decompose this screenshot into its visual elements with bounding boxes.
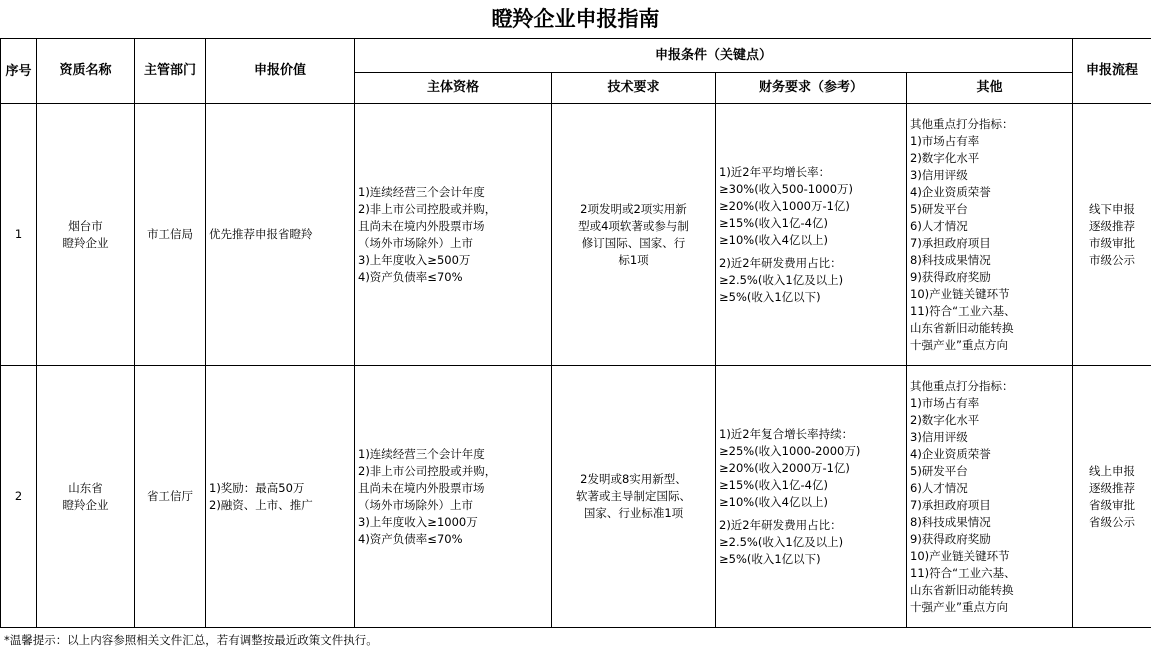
cell-value (206, 366, 355, 628)
header-finance: 财务要求（参考） (716, 73, 907, 104)
cell-seq: 2 (1, 366, 37, 628)
header-other: 其他 (907, 73, 1073, 104)
cell-line: 型或4项软著或参与制 (578, 218, 689, 233)
cell-line: 8)科技成果情况 (910, 252, 991, 267)
cell-line: 2)数字化水平 (910, 150, 980, 165)
cell-line: 1)奖励：最高50万 (209, 480, 305, 495)
cell-line: 1)近2年复合增长率持续： (719, 426, 854, 441)
cell-department: 省工信厅 (135, 366, 206, 628)
cell-line: 修订国际、国家、行 (581, 235, 686, 250)
header-process: 申报流程 (1073, 39, 1151, 104)
cell-line: ≥20%(收入1000万-1亿) (719, 198, 850, 213)
cell-line: 11)符合“工业六基、 (910, 303, 1016, 318)
cell-line: 逐级推荐 (1089, 218, 1136, 233)
cell-line: 国家、行业标准1项 (583, 506, 684, 520)
cell-subject (355, 366, 552, 628)
cell-line: 10)产业链关键环节 (910, 286, 1010, 301)
cell-line: 且尚未在境内外股票市场 (358, 480, 485, 495)
cell-line: ≥2.5%(收入1亿及以上) (719, 534, 844, 549)
cell-line: ≥15%(收入1亿-4亿) (719, 215, 828, 230)
guide-table (0, 38, 1151, 628)
cell-line: 2项发明或2项实用新 (580, 201, 687, 216)
cell-line: 2)数字化水平 (910, 412, 980, 427)
cell-line: （场外市场除外）上市 (358, 235, 473, 250)
cell-line: 2)融资、上市、推广 (209, 497, 313, 512)
cell-line: 1)连续经营三个会计年度 (358, 446, 485, 461)
cell-department: 市工信局 (135, 104, 206, 366)
cell-other (907, 104, 1073, 366)
cell-line: 3)信用评级 (910, 167, 968, 182)
cell-line: ≥20%(收入2000万-1亿) (719, 460, 850, 475)
cell-finance (716, 366, 907, 628)
cell-line: ≥5%(收入1亿以下) (719, 289, 821, 304)
cell-line: 4)资产负债率≤70% (358, 531, 463, 546)
cell-line: 瞪羚企业 (62, 497, 109, 512)
cell-line: ≥30%(收入500-1000万) (719, 181, 854, 196)
table-row (1, 104, 1151, 366)
cell-tech (552, 366, 716, 628)
cell-line: 4)企业资质荣誉 (910, 184, 991, 199)
cell-line: ≥15%(收入1亿-4亿) (719, 477, 828, 492)
cell-line: 3)信用评级 (910, 429, 968, 444)
cell-line: 且尚未在境内外股票市场 (358, 218, 485, 233)
cell-qualification (37, 366, 135, 628)
cell-line: 瞪羚企业 (62, 235, 109, 250)
cell-line: ≥10%(收入4亿以上) (719, 232, 828, 247)
cell-line: 2)近2年研发费用占比： (719, 255, 842, 270)
cell-line: 山东省新旧动能转换 (910, 582, 1014, 597)
cell-line: 9)获得政府奖励 (910, 269, 991, 284)
cell-line: 2)非上市公司控股或并购， (358, 201, 497, 216)
cell-line: 十强产业”重点方向 (910, 337, 1008, 352)
cell-line: ≥25%(收入1000-2000万) (719, 443, 861, 458)
cell-seq: 1 (1, 104, 37, 366)
cell-process (1073, 366, 1151, 628)
cell-line: 省级审批 (1089, 497, 1136, 512)
cell-subject (355, 104, 552, 366)
cell-line: 3)上年度收入≥500万 (358, 252, 471, 267)
header-conditions: 申报条件（关键点） (355, 39, 1073, 73)
cell-line: 5)研发平台 (910, 201, 968, 216)
cell-line: 8)科技成果情况 (910, 514, 991, 529)
cell-line: 优先推荐申报省瞪羚 (209, 227, 313, 241)
cell-line: 11)符合“工业六基、 (910, 565, 1016, 580)
cell-line: 2)非上市公司控股或并购， (358, 463, 497, 478)
cell-line: 5)研发平台 (910, 463, 968, 478)
cell-value (206, 104, 355, 366)
cell-line: 标1项 (618, 252, 649, 267)
cell-line: 山东省新旧动能转换 (910, 320, 1014, 335)
cell-line: （场外市场除外）上市 (358, 497, 473, 512)
cell-line: 线下申报 (1089, 201, 1136, 216)
table-row (1, 366, 1151, 628)
cell-line: 6)人才情况 (910, 480, 968, 495)
cell-line: 软著或主导制定国际、 (576, 489, 691, 503)
cell-line: 4)资产负债率≤70% (358, 269, 463, 284)
cell-line: 线上申报 (1089, 463, 1136, 478)
cell-line: 省级公示 (1089, 514, 1136, 529)
page-title: 瞪羚企业申报指南 (491, 7, 660, 31)
cell-line: 7)承担政府项目 (910, 235, 991, 250)
cell-line: 其他重点打分指标： (910, 378, 1014, 393)
header-seq: 序号 (1, 39, 37, 104)
cell-line: 十强产业”重点方向 (910, 599, 1008, 614)
cell-line: 9)获得政府奖励 (910, 531, 991, 546)
cell-line: 7)承担政府项目 (910, 497, 991, 512)
cell-finance (716, 104, 907, 366)
cell-line: 2发明或8实用新型、 (580, 472, 687, 486)
cell-line: 山东省 (68, 480, 103, 495)
header-tech: 技术要求 (552, 73, 716, 104)
cell-line: 2)近2年研发费用占比： (719, 517, 842, 532)
cell-line: 其他重点打分指标： (910, 116, 1014, 131)
cell-line: 市级审批 (1089, 235, 1136, 250)
cell-line: 市级公示 (1089, 252, 1136, 267)
cell-line: 3)上年度收入≥1000万 (358, 514, 478, 529)
cell-other (907, 366, 1073, 628)
cell-line: 逐级推荐 (1089, 480, 1136, 495)
cell-line: ≥2.5%(收入1亿及以上) (719, 272, 844, 287)
cell-line: 1)市场占有率 (910, 133, 980, 148)
cell-process (1073, 104, 1151, 366)
header-value: 申报价值 (206, 39, 355, 104)
header-qualification: 资质名称 (37, 39, 135, 104)
cell-line: 6)人才情况 (910, 218, 968, 233)
header-subject: 主体资格 (355, 73, 552, 104)
footer-note: *温馨提示：以上内容参照相关文件汇总，若有调整按最近政策文件执行。 (4, 633, 378, 647)
header-department: 主管部门 (135, 39, 206, 104)
cell-line: ≥5%(收入1亿以下) (719, 551, 821, 566)
cell-line: ≥10%(收入4亿以上) (719, 494, 828, 509)
cell-tech (552, 104, 716, 366)
cell-line: 1)市场占有率 (910, 395, 980, 410)
cell-line: 烟台市 (68, 218, 103, 233)
cell-line: 4)企业资质荣誉 (910, 446, 991, 461)
cell-line: 1)连续经营三个会计年度 (358, 184, 485, 199)
cell-line: 1)近2年平均增长率： (719, 164, 831, 179)
cell-qualification (37, 104, 135, 366)
cell-line: 10)产业链关键环节 (910, 548, 1010, 563)
